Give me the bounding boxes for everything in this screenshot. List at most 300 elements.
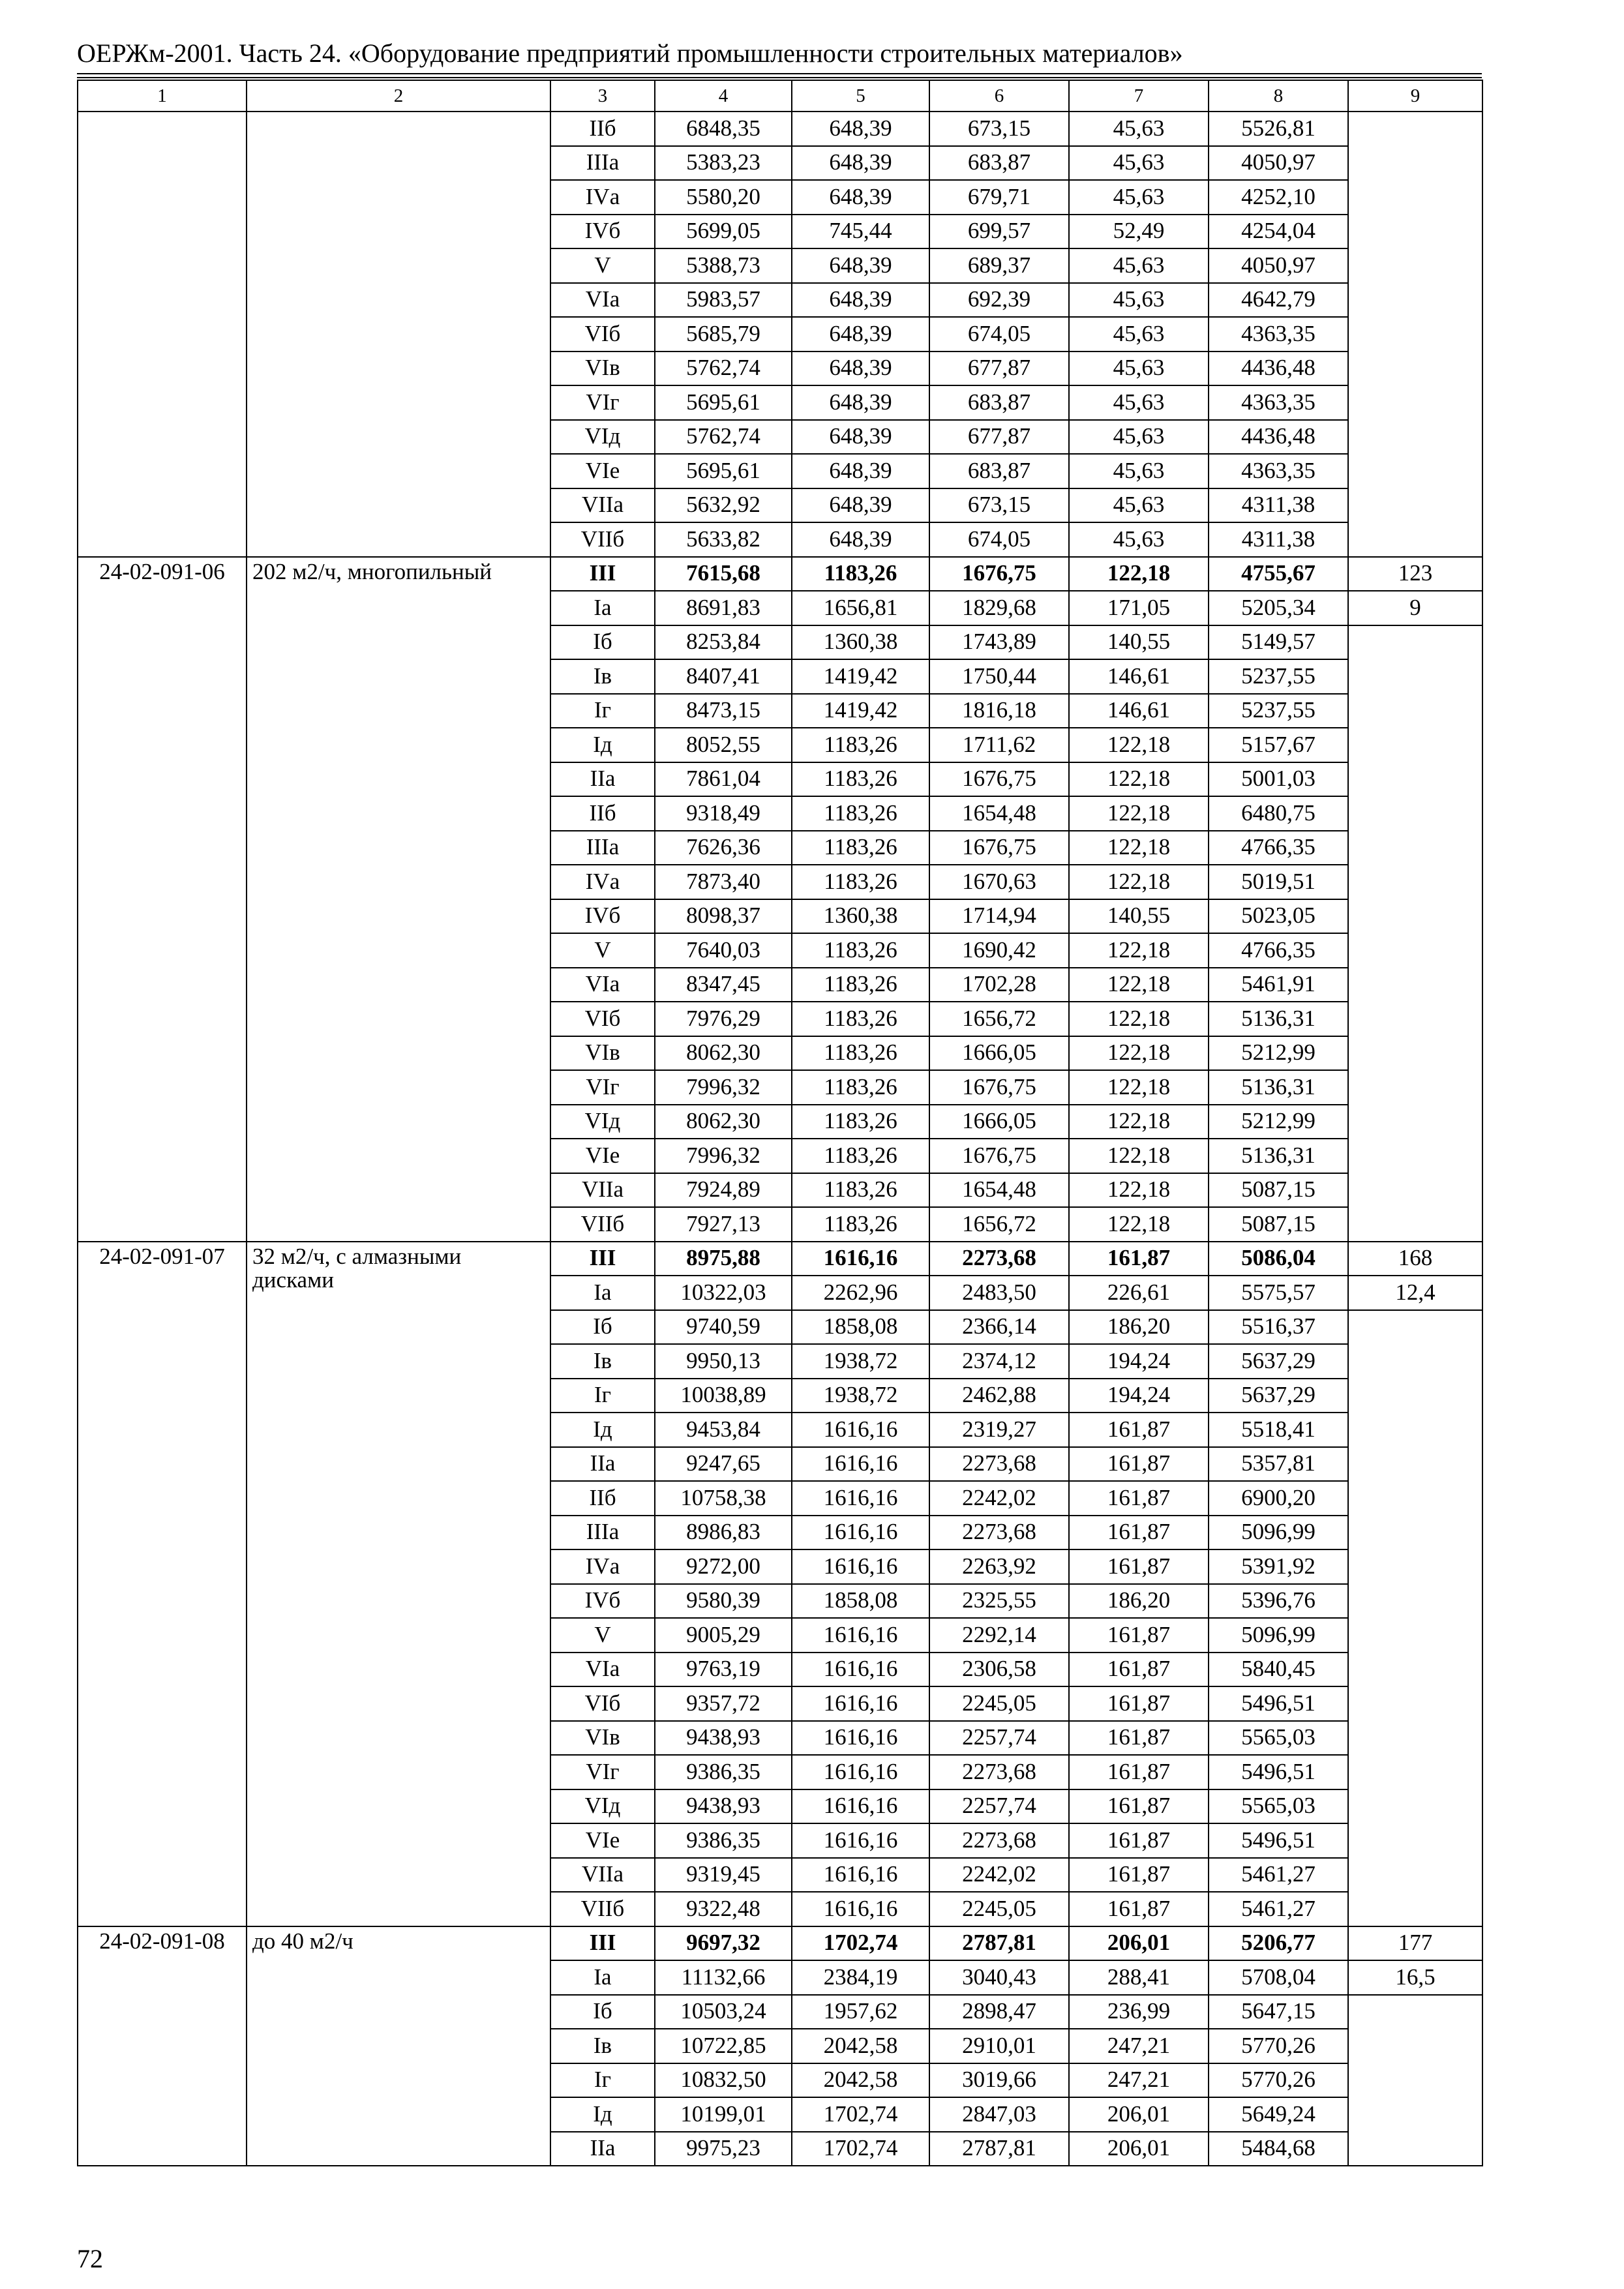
value-cell: 5212,99	[1209, 1036, 1348, 1071]
value-cell: 10758,38	[655, 1481, 792, 1516]
zone-cell: VIа	[550, 1653, 655, 1687]
value-cell: 5633,82	[655, 522, 792, 557]
value-cell: 122,18	[1069, 1173, 1209, 1208]
value-cell: 2847,03	[929, 2097, 1069, 2132]
value-cell: 674,05	[929, 522, 1069, 557]
value-cell: 1616,16	[792, 1549, 929, 1584]
equipment-description: 32 м2/ч, с алмазными дисками	[247, 1242, 550, 1926]
value-cell: 1829,68	[929, 591, 1069, 625]
note-cell-empty	[1348, 625, 1482, 1242]
value-cell: 1183,26	[792, 796, 929, 831]
value-cell: 1616,16	[792, 1447, 929, 1482]
value-cell: 1654,48	[929, 796, 1069, 831]
value-cell: 5206,77	[1209, 1926, 1348, 1961]
value-cell: 122,18	[1069, 1036, 1209, 1071]
value-cell: 5770,26	[1209, 2063, 1348, 2098]
note-cell: 9	[1348, 591, 1482, 625]
zone-cell: VIе	[550, 454, 655, 488]
value-cell: 7996,32	[655, 1139, 792, 1173]
value-cell: 122,18	[1069, 968, 1209, 1002]
value-cell: 2273,68	[929, 1447, 1069, 1482]
value-cell: 648,39	[792, 385, 929, 420]
value-cell: 2042,58	[792, 2063, 929, 2098]
zone-cell: III	[550, 1242, 655, 1276]
zone-cell: VIд	[550, 1105, 655, 1139]
column-number: 1	[78, 80, 247, 112]
value-cell: 4311,38	[1209, 488, 1348, 523]
value-cell: 45,63	[1069, 420, 1209, 455]
value-cell: 140,55	[1069, 899, 1209, 934]
value-cell: 1183,26	[792, 968, 929, 1002]
value-cell: 5096,99	[1209, 1618, 1348, 1653]
value-cell: 2898,47	[929, 1995, 1069, 2029]
zone-cell: Iг	[550, 1379, 655, 1413]
value-cell: 5840,45	[1209, 1653, 1348, 1687]
value-cell: 1676,75	[929, 557, 1069, 591]
value-cell: 8986,83	[655, 1516, 792, 1550]
value-cell: 2384,19	[792, 1960, 929, 1995]
value-cell: 692,39	[929, 283, 1069, 318]
zone-cell: VIб	[550, 1002, 655, 1036]
value-cell: 648,39	[792, 283, 929, 318]
zone-cell: VIг	[550, 385, 655, 420]
value-cell: 1616,16	[792, 1892, 929, 1926]
value-cell: 648,39	[792, 420, 929, 455]
value-cell: 2325,55	[929, 1584, 1069, 1619]
equipment-description: до 40 м2/ч	[247, 1926, 550, 2166]
zone-cell: VIв	[550, 1036, 655, 1071]
value-cell: 5087,15	[1209, 1207, 1348, 1242]
table-row	[78, 1242, 1482, 1276]
value-cell: 1616,16	[792, 1823, 929, 1858]
table-row	[78, 557, 1482, 591]
value-cell: 45,63	[1069, 180, 1209, 215]
value-cell: 648,39	[792, 146, 929, 181]
value-cell: 161,87	[1069, 1858, 1209, 1893]
column-number: 8	[1209, 80, 1348, 112]
value-cell: 5383,23	[655, 146, 792, 181]
value-cell: 122,18	[1069, 1139, 1209, 1173]
value-cell: 247,21	[1069, 2063, 1209, 2098]
value-cell: 1816,18	[929, 694, 1069, 728]
column-number: 5	[792, 80, 929, 112]
value-cell: 4436,48	[1209, 352, 1348, 386]
zone-cell: Iв	[550, 2029, 655, 2063]
value-cell: 206,01	[1069, 2132, 1209, 2166]
note-cell-empty	[1348, 1310, 1482, 1926]
value-cell: 161,87	[1069, 1447, 1209, 1482]
value-cell: 5019,51	[1209, 865, 1348, 899]
value-cell: 6480,75	[1209, 796, 1348, 831]
value-cell: 1938,72	[792, 1344, 929, 1379]
value-cell: 9438,93	[655, 1721, 792, 1756]
value-cell: 2257,74	[929, 1721, 1069, 1756]
value-cell: 4642,79	[1209, 283, 1348, 318]
value-cell: 648,39	[792, 180, 929, 215]
column-number: 2	[247, 80, 550, 112]
value-cell: 2483,50	[929, 1276, 1069, 1310]
value-cell: 5708,04	[1209, 1960, 1348, 1995]
value-cell: 5496,51	[1209, 1686, 1348, 1721]
value-cell: 9005,29	[655, 1618, 792, 1653]
value-cell: 161,87	[1069, 1892, 1209, 1926]
value-cell: 4363,35	[1209, 317, 1348, 352]
zone-cell: IIIа	[550, 1516, 655, 1550]
zone-cell: Iа	[550, 1276, 655, 1310]
value-cell: 1702,74	[792, 2132, 929, 2166]
value-cell: 5023,05	[1209, 899, 1348, 934]
value-cell: 52,49	[1069, 215, 1209, 249]
value-cell: 194,24	[1069, 1344, 1209, 1379]
value-cell: 5237,55	[1209, 659, 1348, 694]
value-cell: 8253,84	[655, 625, 792, 660]
value-cell: 161,87	[1069, 1755, 1209, 1789]
value-cell: 683,87	[929, 146, 1069, 181]
value-cell: 45,63	[1069, 488, 1209, 523]
value-cell: 1702,74	[792, 2097, 929, 2132]
value-cell: 2242,02	[929, 1481, 1069, 1516]
value-cell: 5388,73	[655, 248, 792, 283]
value-cell: 3019,66	[929, 2063, 1069, 2098]
zone-cell: Iг	[550, 2063, 655, 2098]
value-cell: 7976,29	[655, 1002, 792, 1036]
value-cell: 648,39	[792, 352, 929, 386]
value-cell: 7927,13	[655, 1207, 792, 1242]
zone-cell: IIа	[550, 2132, 655, 2166]
value-cell: 8473,15	[655, 694, 792, 728]
value-cell: 5565,03	[1209, 1721, 1348, 1756]
value-cell: 2787,81	[929, 2132, 1069, 2166]
value-cell: 10722,85	[655, 2029, 792, 2063]
value-cell: 10832,50	[655, 2063, 792, 2098]
column-number: 9	[1348, 80, 1482, 112]
value-cell: 10503,24	[655, 1995, 792, 2029]
zone-cell: V	[550, 933, 655, 968]
value-cell: 5983,57	[655, 283, 792, 318]
value-cell: 5649,24	[1209, 2097, 1348, 2132]
value-cell: 5496,51	[1209, 1823, 1348, 1858]
value-cell: 1938,72	[792, 1379, 929, 1413]
value-cell: 5762,74	[655, 352, 792, 386]
value-cell: 9580,39	[655, 1584, 792, 1619]
equipment-description-continued	[247, 112, 550, 557]
value-cell: 2257,74	[929, 1789, 1069, 1824]
value-cell: 1183,26	[792, 1036, 929, 1071]
value-cell: 161,87	[1069, 1481, 1209, 1516]
value-cell: 4254,04	[1209, 215, 1348, 249]
value-cell: 677,87	[929, 420, 1069, 455]
value-cell: 1676,75	[929, 762, 1069, 797]
zone-cell: VIб	[550, 317, 655, 352]
value-cell: 1656,72	[929, 1207, 1069, 1242]
value-cell: 1183,26	[792, 1070, 929, 1105]
value-cell: 206,01	[1069, 2097, 1209, 2132]
zone-cell: Iд	[550, 2097, 655, 2132]
value-cell: 4766,35	[1209, 933, 1348, 968]
value-cell: 8098,37	[655, 899, 792, 934]
value-cell: 2366,14	[929, 1310, 1069, 1345]
zone-cell: Iб	[550, 1995, 655, 2029]
zone-cell: IVа	[550, 180, 655, 215]
value-cell: 5086,04	[1209, 1242, 1348, 1276]
value-cell: 648,39	[792, 112, 929, 146]
value-cell: 8975,88	[655, 1242, 792, 1276]
zone-cell: V	[550, 248, 655, 283]
value-cell: 1711,62	[929, 728, 1069, 762]
value-cell: 1858,08	[792, 1310, 929, 1345]
value-cell: 683,87	[929, 385, 1069, 420]
zone-cell: VIб	[550, 1686, 655, 1721]
value-cell: 648,39	[792, 522, 929, 557]
zone-cell: VIIа	[550, 1858, 655, 1893]
value-cell: 122,18	[1069, 1070, 1209, 1105]
value-cell: 8062,30	[655, 1036, 792, 1071]
value-cell: 1183,26	[792, 1139, 929, 1173]
value-cell: 9438,93	[655, 1789, 792, 1824]
zone-cell: IIIа	[550, 146, 655, 181]
value-cell: 9975,23	[655, 2132, 792, 2166]
zone-cell: IIа	[550, 762, 655, 797]
note-cell-empty	[1348, 1995, 1482, 2166]
value-cell: 5212,99	[1209, 1105, 1348, 1139]
value-cell: 1743,89	[929, 625, 1069, 660]
value-cell: 11132,66	[655, 1960, 792, 1995]
value-cell: 8347,45	[655, 968, 792, 1002]
column-number-row	[78, 80, 1482, 112]
value-cell: 9453,84	[655, 1413, 792, 1447]
equipment-description: 202 м2/ч, многопильный	[247, 557, 550, 1242]
value-cell: 122,18	[1069, 1002, 1209, 1036]
zone-cell: Iг	[550, 694, 655, 728]
value-cell: 161,87	[1069, 1242, 1209, 1276]
value-cell: 10322,03	[655, 1276, 792, 1310]
value-cell: 4363,35	[1209, 454, 1348, 488]
zone-cell: VIд	[550, 1789, 655, 1824]
value-cell: 122,18	[1069, 1105, 1209, 1139]
value-cell: 1183,26	[792, 865, 929, 899]
value-cell: 122,18	[1069, 865, 1209, 899]
value-cell: 8407,41	[655, 659, 792, 694]
zone-cell: Iд	[550, 728, 655, 762]
value-cell: 9386,35	[655, 1755, 792, 1789]
value-cell: 9318,49	[655, 796, 792, 831]
value-cell: 5496,51	[1209, 1755, 1348, 1789]
value-cell: 140,55	[1069, 625, 1209, 660]
value-cell: 4252,10	[1209, 180, 1348, 215]
value-cell: 5461,27	[1209, 1892, 1348, 1926]
value-cell: 5695,61	[655, 385, 792, 420]
value-cell: 247,21	[1069, 2029, 1209, 2063]
value-cell: 4436,48	[1209, 420, 1348, 455]
value-cell: 45,63	[1069, 112, 1209, 146]
value-cell: 122,18	[1069, 762, 1209, 797]
column-number: 6	[929, 80, 1069, 112]
zone-cell: VIIа	[550, 488, 655, 523]
zone-cell: Iб	[550, 625, 655, 660]
value-cell: 5357,81	[1209, 1447, 1348, 1482]
value-cell: 2245,05	[929, 1686, 1069, 1721]
value-cell: 1656,81	[792, 591, 929, 625]
value-cell: 4766,35	[1209, 831, 1348, 865]
value-cell: 6900,20	[1209, 1481, 1348, 1516]
value-cell: 4050,97	[1209, 248, 1348, 283]
value-cell: 4311,38	[1209, 522, 1348, 557]
value-cell: 1616,16	[792, 1858, 929, 1893]
value-cell: 45,63	[1069, 352, 1209, 386]
value-cell: 648,39	[792, 248, 929, 283]
value-cell: 2273,68	[929, 1242, 1069, 1276]
table-row	[78, 1926, 1482, 1961]
value-cell: 6848,35	[655, 112, 792, 146]
value-cell: 2306,58	[929, 1653, 1069, 1687]
note-cell: 16,5	[1348, 1960, 1482, 1995]
value-cell: 9386,35	[655, 1823, 792, 1858]
value-cell: 1419,42	[792, 694, 929, 728]
rates-table	[77, 80, 1483, 2166]
rate-code: 24-02-091-07	[78, 1242, 247, 1926]
value-cell: 1616,16	[792, 1413, 929, 1447]
value-cell: 8052,55	[655, 728, 792, 762]
value-cell: 5647,15	[1209, 1995, 1348, 2029]
zone-cell: IVб	[550, 1584, 655, 1619]
value-cell: 4050,97	[1209, 146, 1348, 181]
value-cell: 161,87	[1069, 1618, 1209, 1653]
value-cell: 236,99	[1069, 1995, 1209, 2029]
value-cell: 1616,16	[792, 1618, 929, 1653]
zone-cell: Iа	[550, 1960, 655, 1995]
value-cell: 2273,68	[929, 1823, 1069, 1858]
value-cell: 1616,16	[792, 1755, 929, 1789]
value-cell: 1419,42	[792, 659, 929, 694]
value-cell: 9950,13	[655, 1344, 792, 1379]
value-cell: 9322,48	[655, 1892, 792, 1926]
zone-cell: V	[550, 1618, 655, 1653]
value-cell: 7873,40	[655, 865, 792, 899]
zone-cell: IIIа	[550, 831, 655, 865]
value-cell: 5461,91	[1209, 968, 1348, 1002]
header-rule	[77, 73, 1482, 78]
value-cell: 5149,57	[1209, 625, 1348, 660]
zone-cell: VIIб	[550, 1892, 655, 1926]
value-cell: 186,20	[1069, 1584, 1209, 1619]
value-cell: 1183,26	[792, 1207, 929, 1242]
value-cell: 2462,88	[929, 1379, 1069, 1413]
zone-cell: IIб	[550, 796, 655, 831]
zone-cell: VIг	[550, 1070, 655, 1105]
value-cell: 122,18	[1069, 933, 1209, 968]
value-cell: 1183,26	[792, 933, 929, 968]
value-cell: 7924,89	[655, 1173, 792, 1208]
value-cell: 1616,16	[792, 1653, 929, 1687]
value-cell: 3040,43	[929, 1960, 1069, 1995]
value-cell: 679,71	[929, 180, 1069, 215]
value-cell: 7640,03	[655, 933, 792, 968]
value-cell: 1183,26	[792, 557, 929, 591]
value-cell: 5575,57	[1209, 1276, 1348, 1310]
value-cell: 9319,45	[655, 1858, 792, 1893]
value-cell: 1183,26	[792, 831, 929, 865]
rate-code: 24-02-091-06	[78, 557, 247, 1242]
zone-cell: VIа	[550, 283, 655, 318]
value-cell: 1616,16	[792, 1516, 929, 1550]
value-cell: 5685,79	[655, 317, 792, 352]
value-cell: 8062,30	[655, 1105, 792, 1139]
note-cell: 12,4	[1348, 1276, 1482, 1310]
note-cell: 123	[1348, 557, 1482, 591]
value-cell: 45,63	[1069, 522, 1209, 557]
value-cell: 1676,75	[929, 1070, 1069, 1105]
value-cell: 1654,48	[929, 1173, 1069, 1208]
column-number: 3	[550, 80, 655, 112]
zone-cell: IVа	[550, 865, 655, 899]
zone-cell: Iа	[550, 591, 655, 625]
value-cell: 689,37	[929, 248, 1069, 283]
value-cell: 1183,26	[792, 762, 929, 797]
value-cell: 7861,04	[655, 762, 792, 797]
value-cell: 161,87	[1069, 1686, 1209, 1721]
value-cell: 2263,92	[929, 1549, 1069, 1584]
value-cell: 1656,72	[929, 1002, 1069, 1036]
value-cell: 45,63	[1069, 146, 1209, 181]
value-cell: 1666,05	[929, 1105, 1069, 1139]
value-cell: 2245,05	[929, 1892, 1069, 1926]
zone-cell: VIд	[550, 420, 655, 455]
value-cell: 122,18	[1069, 728, 1209, 762]
zone-cell: IIа	[550, 1447, 655, 1482]
value-cell: 5205,34	[1209, 591, 1348, 625]
value-cell: 1858,08	[792, 1584, 929, 1619]
value-cell: 9357,72	[655, 1686, 792, 1721]
value-cell: 1750,44	[929, 659, 1069, 694]
value-cell: 122,18	[1069, 796, 1209, 831]
value-cell: 45,63	[1069, 317, 1209, 352]
value-cell: 1616,16	[792, 1481, 929, 1516]
note-cell: 177	[1348, 1926, 1482, 1961]
zone-cell: IIб	[550, 1481, 655, 1516]
value-cell: 45,63	[1069, 283, 1209, 318]
zone-cell: Iв	[550, 1344, 655, 1379]
value-cell: 1676,75	[929, 831, 1069, 865]
table-row	[78, 112, 1482, 146]
value-cell: 186,20	[1069, 1310, 1209, 1345]
value-cell: 5518,41	[1209, 1413, 1348, 1447]
value-cell: 2273,68	[929, 1755, 1069, 1789]
value-cell: 745,44	[792, 215, 929, 249]
value-cell: 146,61	[1069, 694, 1209, 728]
value-cell: 5580,20	[655, 180, 792, 215]
value-cell: 5637,29	[1209, 1379, 1348, 1413]
value-cell: 5565,03	[1209, 1789, 1348, 1824]
zone-cell: Iб	[550, 1310, 655, 1345]
zone-cell: III	[550, 557, 655, 591]
zone-cell: IIб	[550, 112, 655, 146]
value-cell: 1183,26	[792, 728, 929, 762]
value-cell: 45,63	[1069, 248, 1209, 283]
zone-cell: VIIа	[550, 1173, 655, 1208]
value-cell: 2273,68	[929, 1516, 1069, 1550]
value-cell: 161,87	[1069, 1413, 1209, 1447]
value-cell: 1360,38	[792, 899, 929, 934]
value-cell: 146,61	[1069, 659, 1209, 694]
value-cell: 226,61	[1069, 1276, 1209, 1310]
value-cell: 5484,68	[1209, 2132, 1348, 2166]
value-cell: 5136,31	[1209, 1139, 1348, 1173]
rate-code: 24-02-091-08	[78, 1926, 247, 2166]
value-cell: 9272,00	[655, 1549, 792, 1584]
value-cell: 5526,81	[1209, 112, 1348, 146]
zone-cell: III	[550, 1926, 655, 1961]
value-cell: 5136,31	[1209, 1070, 1348, 1105]
